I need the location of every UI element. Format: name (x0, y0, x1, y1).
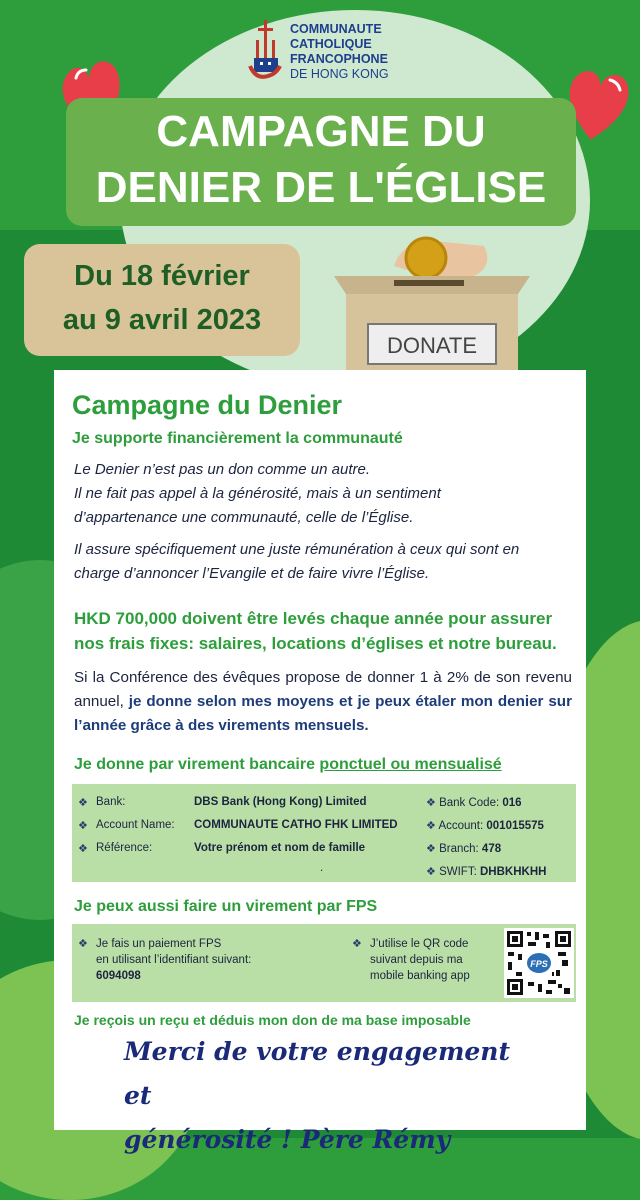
giving-paragraph (74, 666, 572, 738)
bullet-icon: ❖ (352, 938, 362, 950)
branch-value: 478 (481, 843, 502, 855)
branch-label: Branch: (439, 843, 479, 855)
logo-line-3: FRANCOPHONE (290, 52, 388, 66)
branch-row (426, 842, 501, 855)
fps-left-text (96, 936, 251, 984)
church-logo-icon (246, 18, 286, 82)
bank-code-value: 016 (502, 797, 522, 809)
title-line-2: DENIER DE L'ÉGLISE (95, 163, 547, 212)
swift-value: DHBKHKHH (479, 866, 547, 878)
account-row (426, 819, 544, 832)
intro2-line-1: Il assure spécifiquement une juste rémunération à ceux qui sont en (74, 541, 520, 558)
bullet-icon: ❖ (426, 820, 436, 832)
campaign-dates (24, 254, 300, 342)
intro-text-2 (74, 538, 574, 586)
fps-right-text (370, 936, 470, 984)
reference-value: Votre prénom et nom de famille (194, 842, 366, 854)
fps-qr-code (504, 928, 574, 998)
fps-logo-text: FPS (530, 959, 548, 969)
fps-left-line-2: en utilisant l’identifiant suivant: (96, 954, 252, 966)
bank-transfer-heading (74, 756, 502, 774)
thanks-line-2: générosité ! Père Rémy (124, 1125, 451, 1154)
account-name-row (78, 819, 398, 832)
fps-identifier: 6094098 (96, 970, 141, 982)
goal-line-2: nos frais fixes: salaires, locations d’églises et notre bureau. (74, 634, 557, 653)
bullet-icon: ❖ (78, 938, 88, 950)
bank-heading-underlined: ponctuel ou mensualisé (319, 756, 502, 773)
campaign-title (66, 104, 576, 216)
fps-heading: Je peux aussi faire un virement par FPS (74, 898, 378, 915)
giving-text: Si la Conférence des évêques propose de donner 1 à 2% de son revenu annuel, (74, 669, 572, 710)
fps-left-block (78, 936, 252, 982)
fps-right-block (352, 936, 470, 982)
reference-label: Référence: (96, 842, 153, 854)
fps-right-line-2: suivant depuis ma (370, 954, 463, 966)
date-line-1: Du 18 février (74, 260, 250, 292)
card-subheading: Je supporte financièrement la communauté (72, 430, 403, 447)
intro-line-1: Le Denier n’est pas un don comme un autre. (74, 461, 371, 478)
bullet-icon: ❖ (426, 843, 436, 855)
account-label: Account: (438, 820, 484, 832)
logo-line-2: CATHOLIQUE (290, 37, 372, 51)
bank-label: Bank: (96, 796, 126, 808)
bank-code-row (426, 796, 522, 809)
reference-dot: . (320, 862, 324, 874)
card-heading: Campagne du Denier (72, 390, 343, 420)
thank-you-signature (124, 1030, 544, 1162)
intro-line-3: d’appartenance une communauté, celle de l’Église. (74, 509, 414, 526)
swift-label: SWIFT: (439, 866, 477, 878)
bank-heading-text: Je donne par virement bancaire (74, 756, 320, 773)
fundraising-goal (74, 606, 574, 656)
account-name-value: COMMUNAUTE CATHO FHK LIMITED (194, 819, 398, 831)
bank-code-label: Bank Code: (439, 797, 500, 809)
intro2-line-2: charge d’annoncer l’Evangile et de faire vivre l’Église. (74, 565, 430, 582)
intro-line-2: Il ne fait pas appel à la générosité, mais à un sentiment (74, 485, 441, 502)
bank-value: DBS Bank (Hong Kong) Limited (194, 796, 367, 808)
bullet-icon: ❖ (78, 797, 88, 809)
reference-row (78, 842, 366, 855)
donate-label: DONATE (386, 333, 478, 358)
logo-line-4: DE HONG KONG (290, 67, 389, 81)
fps-right-line-3: mobile banking app (370, 970, 470, 982)
logo-text (290, 22, 389, 82)
bullet-icon: ❖ (426, 797, 436, 809)
account-value: 001015575 (486, 820, 544, 832)
title-line-1: CAMPAGNE DU (156, 107, 486, 156)
bullet-icon: ❖ (426, 866, 436, 878)
goal-line-1: HKD 700,000 doivent être levés chaque année pour assurer (74, 609, 553, 628)
bullet-icon: ❖ (78, 843, 88, 855)
fps-left-line-1: Je fais un paiement FPS (96, 938, 222, 950)
account-name-label: Account Name: (96, 819, 175, 831)
date-line-2: au 9 avril 2023 (62, 304, 262, 336)
logo-line-1: COMMUNAUTE (290, 22, 382, 36)
community-logo (246, 18, 406, 84)
fps-right-line-1: J’utilise le QR code (370, 938, 469, 950)
intro-text (74, 458, 574, 530)
bank-row (78, 796, 367, 809)
thanks-line-1: Merci de votre engagement et (124, 1037, 511, 1110)
tax-receipt-note: Je reçois un reçu et déduis mon don de ma base imposable (74, 1012, 471, 1028)
donate-box-icon (334, 236, 530, 386)
swift-row (426, 865, 546, 878)
giving-text-bold: je donne selon mes moyens et je peux étaler mon denier sur l’année grâce à des virements mensuels. (74, 693, 572, 734)
bullet-icon: ❖ (78, 820, 88, 832)
